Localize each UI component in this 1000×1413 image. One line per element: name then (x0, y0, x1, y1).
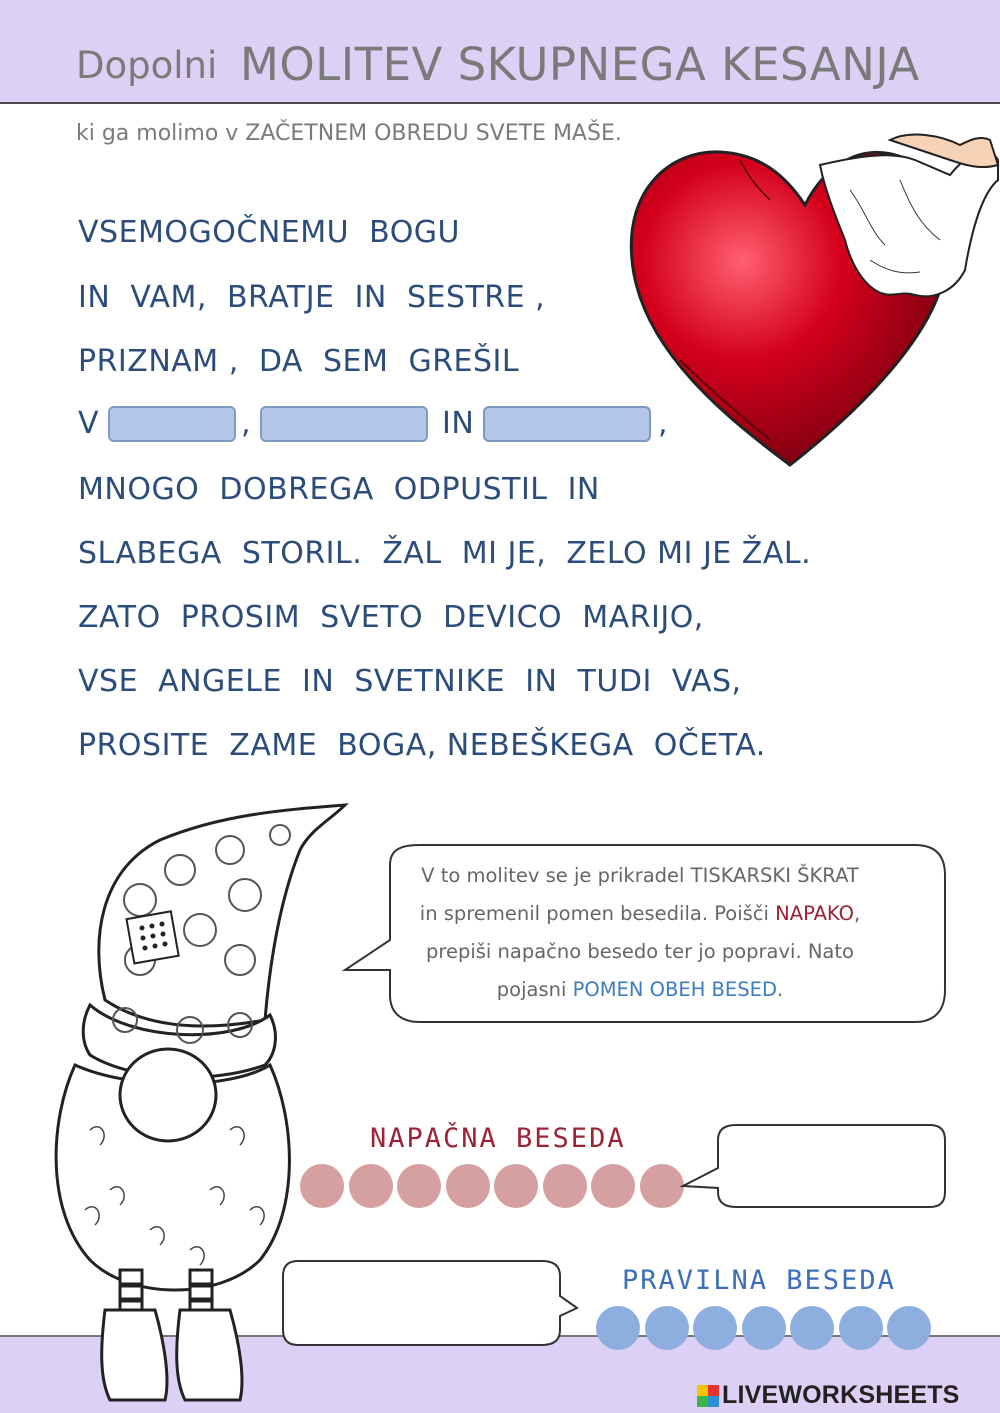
liveworksheets-wordmark: LIVEWORKSHEETS (722, 1381, 960, 1409)
letter-slot[interactable] (543, 1164, 587, 1208)
prayer-line-4-in: IN (442, 406, 475, 441)
liveworksheets-badge-icon (697, 1385, 719, 1407)
right-word-answer-box[interactable] (280, 1258, 580, 1348)
instruction-line-4 (370, 978, 910, 1001)
wrong-word-answer-box[interactable] (680, 1122, 948, 1212)
highlight-pomen: POMEN OBEH BESED (572, 978, 777, 1001)
right-word-label: PRAVILNA BESEDA (622, 1265, 896, 1296)
instruction-punct: , (854, 902, 861, 925)
letter-slot[interactable] (494, 1164, 538, 1208)
letter-slot[interactable] (349, 1164, 393, 1208)
instruction-text: pojasni (496, 978, 573, 1001)
prayer-line-9: PROSITE ZAME BOGA, NEBEŠKEGA OČETA. (78, 728, 766, 763)
wrong-word-letter-slots (300, 1164, 688, 1208)
highlight-napako: NAPAKO (775, 902, 854, 925)
instruction-punct: . (776, 978, 784, 1001)
prayer-line-4-comma: , (241, 406, 252, 441)
instruction-line-1: V to molitev se je prikradel TISKARSKI ŠKRAT (421, 864, 859, 887)
instruction-line-3: prepiši napačno besedo ter jo popravi. Nato (426, 940, 854, 963)
letter-slot[interactable] (645, 1306, 689, 1350)
header-band (0, 0, 1000, 104)
letter-slot[interactable] (640, 1164, 684, 1208)
letter-slot[interactable] (446, 1164, 490, 1208)
prayer-line-1: VSEMOGOČNEMU BOGU (78, 215, 461, 250)
letter-slot[interactable] (790, 1306, 834, 1350)
answer-blank-3[interactable] (483, 406, 651, 442)
prayer-line-4-start: V (78, 406, 100, 441)
letter-slot[interactable] (397, 1164, 441, 1208)
letter-slot[interactable] (693, 1306, 737, 1350)
prayer-line-3: PRIZNAM , DA SEM GREŠIL (78, 344, 520, 379)
letter-slot[interactable] (887, 1306, 931, 1350)
liveworksheets-logo (697, 1381, 960, 1410)
page-title: MOLITEV SKUPNEGA KESANJA (240, 38, 920, 91)
wrong-word-label: NAPAČNA BESEDA (370, 1123, 626, 1154)
letter-slot[interactable] (839, 1306, 883, 1350)
letter-slot[interactable] (591, 1164, 635, 1208)
prayer-line-5: MNOGO DOBREGA ODPUSTIL IN (78, 472, 600, 507)
prayer-line-7: ZATO PROSIM SVETO DEVICO MARIJO, (78, 600, 704, 635)
right-word-letter-slots (596, 1306, 936, 1350)
subtitle: ki ga molimo v ZAČETNEM OBREDU SVETE MAŠE. (76, 121, 622, 146)
answer-blank-2[interactable] (260, 406, 428, 442)
prayer-line-6: SLABEGA STORIL. ŽAL MI JE, ZELO MI JE ŽAL. (78, 536, 812, 571)
prayer-line-4-end: , (658, 406, 669, 441)
letter-slot[interactable] (300, 1164, 344, 1208)
instruction-text: in spremenil pomen besedila. Poišči (419, 902, 776, 925)
letter-slot[interactable] (596, 1306, 640, 1350)
prayer-line-2: IN VAM, BRATJE IN SESTRE , (78, 280, 546, 315)
header-prefix: Dopolni (76, 44, 218, 87)
answer-blank-1[interactable] (108, 406, 236, 442)
instruction-line-2 (370, 902, 910, 925)
heart-illustration (620, 120, 1000, 480)
prayer-line-8: VSE ANGELE IN SVETNIKE IN TUDI VAS, (78, 664, 742, 699)
letter-slot[interactable] (742, 1306, 786, 1350)
